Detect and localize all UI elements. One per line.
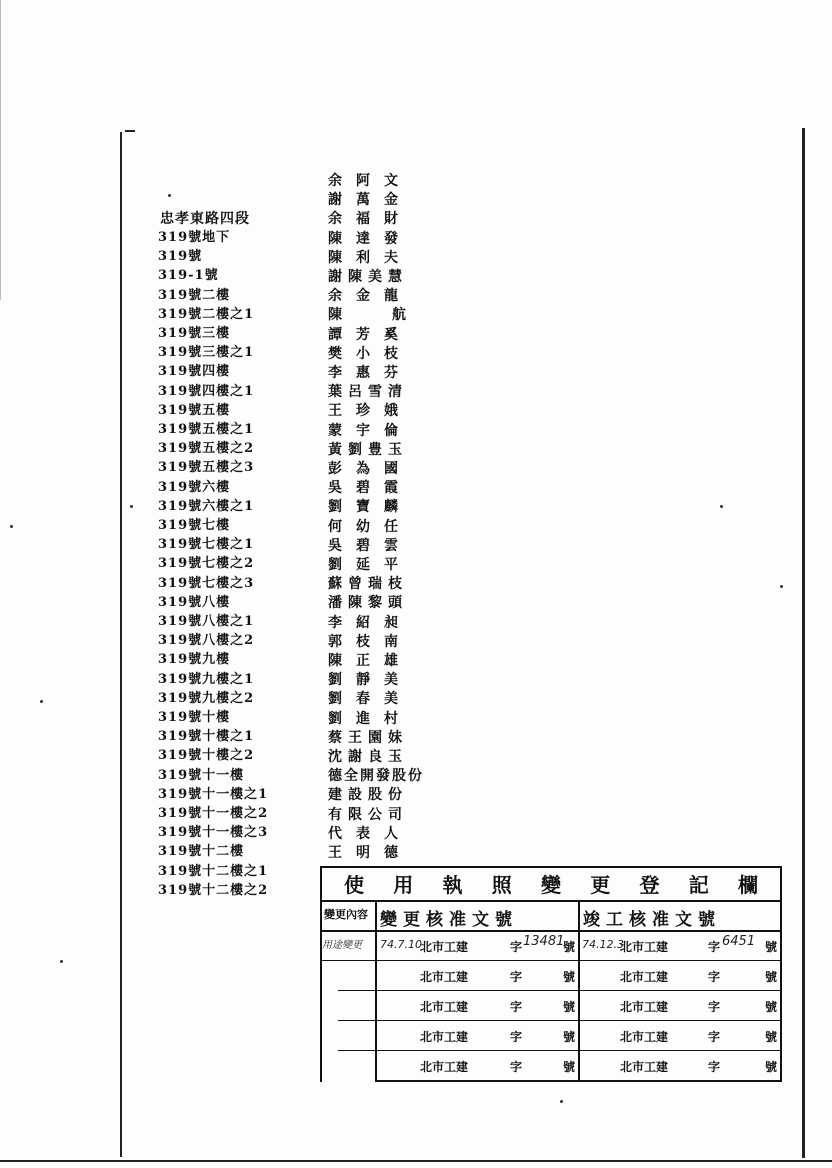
owner-name: 潘陳黎頭: [328, 595, 408, 612]
owner-name: 謝陳美慧: [328, 269, 408, 285]
owner-name: 劉春美: [328, 691, 412, 708]
address-row: 319號七樓之1: [158, 537, 255, 553]
address-row: 319號四樓: [158, 364, 231, 380]
row1-change-prefix: 北市工建: [420, 940, 469, 954]
owner-name: 德全開發股份: [328, 768, 424, 785]
address-row: 319-1號: [158, 268, 219, 284]
table-title-char: 變: [541, 872, 561, 897]
owner-name: 陳達發: [328, 230, 412, 247]
address-row: 319號十一樓: [158, 767, 245, 783]
header-completion-approval-number: 竣工核准文號: [583, 910, 721, 930]
empty-row-change-zi: 字: [510, 970, 523, 984]
address-row: 319號十樓之1: [158, 729, 255, 745]
completion-number-handwritten: 6451: [722, 934, 756, 949]
address-row: 319號九樓之2: [158, 690, 255, 706]
empty-row-completion-hao: 號: [765, 1000, 778, 1014]
scan-speck: [40, 700, 43, 703]
row1-change-hao: 號: [563, 940, 576, 954]
col-divider-2: [578, 900, 580, 1082]
owner-name: 劉寶麟: [328, 499, 412, 516]
scan-speck: [720, 505, 723, 508]
table-title-char: 記: [688, 872, 709, 897]
owner-name: 余阿文: [328, 173, 412, 189]
empty-row-change-hao: 號: [563, 1060, 576, 1074]
owner-name: 蒙宇倫: [328, 422, 412, 439]
owner-name: 李紹昶: [328, 614, 412, 631]
frame-corner-mark: [125, 130, 135, 132]
address-row: 319號七樓: [158, 518, 231, 533]
change-registration-table: [320, 866, 782, 1082]
table-title-char: 更: [590, 872, 611, 897]
row1-completion-prefix: 北市工建: [620, 940, 669, 954]
owner-name: 劉延平: [328, 557, 412, 573]
address-row: 319號五樓之1: [158, 422, 255, 437]
address-row: 319號: [158, 249, 203, 265]
change-number-handwritten: 13481: [523, 934, 565, 949]
owner-name: 何幼任: [328, 518, 412, 535]
table-title-char: 欄: [738, 872, 758, 897]
frame-right-border: [802, 128, 805, 1158]
owner-name: 余福財: [328, 211, 412, 228]
owner-name: 劉進村: [328, 710, 412, 727]
change-content-handwritten: 用途變更: [322, 940, 362, 951]
owner-name: 蘇曾瑞枝: [328, 576, 408, 593]
table-title-char: 照: [491, 872, 512, 897]
table-title-char: 登: [639, 872, 660, 897]
row-line: [338, 990, 782, 991]
owner-name: 代表人: [328, 825, 412, 842]
address-row: 319號五樓: [158, 402, 231, 418]
address-row: 319號八樓之2: [158, 633, 255, 649]
address-row: 319號十二樓: [158, 844, 245, 860]
address-row: 319號四樓之1: [158, 383, 255, 399]
scan-speck: [168, 194, 171, 197]
title-separator-line: [320, 900, 782, 902]
empty-row-completion-zi: 字: [708, 1060, 721, 1074]
empty-row-change-hao: 號: [563, 1030, 576, 1044]
address-row: 319號五樓之2: [158, 441, 255, 457]
row-line: [320, 960, 782, 961]
empty-row-change-prefix: 北市工建: [420, 1060, 469, 1074]
scan-speck: [60, 960, 63, 963]
address-row: 319號地下: [158, 230, 231, 245]
street-header: 忠孝東路四段: [160, 211, 250, 227]
empty-row-completion-hao: 號: [765, 1030, 778, 1044]
address-row: 319號八樓: [158, 594, 231, 610]
owner-name: 陳利夫: [328, 249, 412, 266]
table-title-char: 使: [344, 872, 364, 897]
address-row: 319號十一樓之2: [158, 806, 269, 821]
owner-name: 吳碧霞: [328, 480, 412, 497]
empty-row-completion-hao: 號: [765, 970, 778, 984]
table-title-char: 用: [393, 872, 414, 897]
col-divider-1: [375, 900, 377, 1082]
scan-speck: [10, 525, 13, 528]
address-row: 319號十二樓之2: [158, 882, 269, 898]
header-separator-line: [320, 930, 782, 932]
table-title: [320, 866, 782, 900]
address-row: 319號十一樓之1: [158, 786, 269, 802]
completion-date-handwritten: 74.12.3: [582, 938, 624, 951]
header-change-content: 變更內容: [324, 908, 368, 921]
owner-name: 劉靜美: [328, 672, 412, 689]
row1-completion-zi: 字: [708, 940, 721, 954]
empty-row-completion-prefix: 北市工建: [620, 1000, 669, 1014]
address-row: 319號十樓之2: [158, 748, 255, 764]
empty-row-change-zi: 字: [510, 1060, 523, 1074]
owner-name: 沈謝良玉: [328, 749, 408, 765]
owner-name: 葉呂雪清: [328, 384, 408, 401]
header-change-approval-number: 變更核准文號: [380, 910, 518, 930]
owner-name: 謝萬金: [328, 192, 412, 209]
owner-name: 建設股份: [328, 787, 408, 804]
row1-change-zi: 字: [510, 940, 523, 954]
address-row: 319號十一樓之3: [158, 825, 269, 841]
row1-completion-hao: 號: [765, 940, 778, 954]
empty-row-completion-zi: 字: [708, 1030, 721, 1044]
address-row: 319號七樓之2: [158, 556, 255, 572]
owner-name: 樊小枝: [328, 345, 412, 362]
owner-name: 彭為國: [328, 461, 412, 477]
empty-row-change-zi: 字: [510, 1030, 523, 1044]
row-line: [338, 1050, 782, 1051]
scan-speck: [780, 585, 783, 588]
owner-name: 有限公司: [328, 806, 408, 823]
address-row: 319號九樓之1: [158, 671, 255, 687]
empty-row-completion-prefix: 北市工建: [620, 1030, 669, 1044]
empty-row-completion-hao: 號: [765, 1060, 778, 1074]
empty-row-completion-zi: 字: [708, 1000, 721, 1014]
address-row: 319號十二樓之1: [158, 863, 269, 879]
empty-row-change-zi: 字: [510, 1000, 523, 1014]
page-edge: [0, 0, 1, 300]
address-row: 319號三樓: [158, 326, 231, 341]
owner-name: 王珍娥: [328, 403, 412, 420]
owner-name: 余金龍: [328, 288, 412, 305]
address-row: 319號五樓之3: [158, 460, 255, 476]
frame-bottom-border: [0, 1160, 832, 1162]
address-row: 319號六樓之1: [158, 498, 255, 514]
address-row: 319號二樓之1: [158, 306, 255, 322]
change-date-handwritten: 74.7.10: [380, 938, 422, 951]
owner-name: 黃劉豊玉: [328, 441, 408, 458]
address-row: 319號六樓: [158, 479, 231, 495]
empty-row-change-hao: 號: [563, 970, 576, 984]
frame-left-border: [120, 132, 122, 1157]
empty-row-change-prefix: 北市工建: [420, 1030, 469, 1044]
address-row: 319號三樓之1: [158, 345, 255, 361]
empty-row-completion-prefix: 北市工建: [620, 970, 669, 984]
address-row: 319號十樓: [158, 710, 231, 725]
owner-name: 陳正雄: [328, 653, 412, 669]
owner-name: 李惠芬: [328, 365, 412, 381]
address-row: 319號七樓之3: [158, 575, 255, 591]
owner-name: 蔡王園妹: [328, 729, 408, 746]
empty-row-change-prefix: 北市工建: [420, 970, 469, 984]
address-row: 319號八樓之1: [158, 614, 255, 629]
scan-speck: [560, 1100, 563, 1103]
owner-name: 郭枝南: [328, 633, 412, 650]
owner-name: 王明德: [328, 845, 412, 861]
owner-name: 吳碧雲: [328, 537, 412, 554]
owner-name: 譚芳奚: [328, 326, 412, 343]
table-title-char: 執: [442, 872, 463, 897]
scan-speck: [130, 505, 133, 508]
empty-row-change-hao: 號: [563, 1000, 576, 1014]
row-line: [338, 1020, 782, 1021]
address-row: 319號九樓: [158, 652, 231, 668]
owner-name: 陳航: [328, 307, 456, 324]
empty-row-completion-prefix: 北市工建: [620, 1060, 669, 1074]
empty-row-change-prefix: 北市工建: [420, 1000, 469, 1014]
empty-row-completion-zi: 字: [708, 970, 721, 984]
address-row: 319號二樓: [158, 287, 231, 303]
